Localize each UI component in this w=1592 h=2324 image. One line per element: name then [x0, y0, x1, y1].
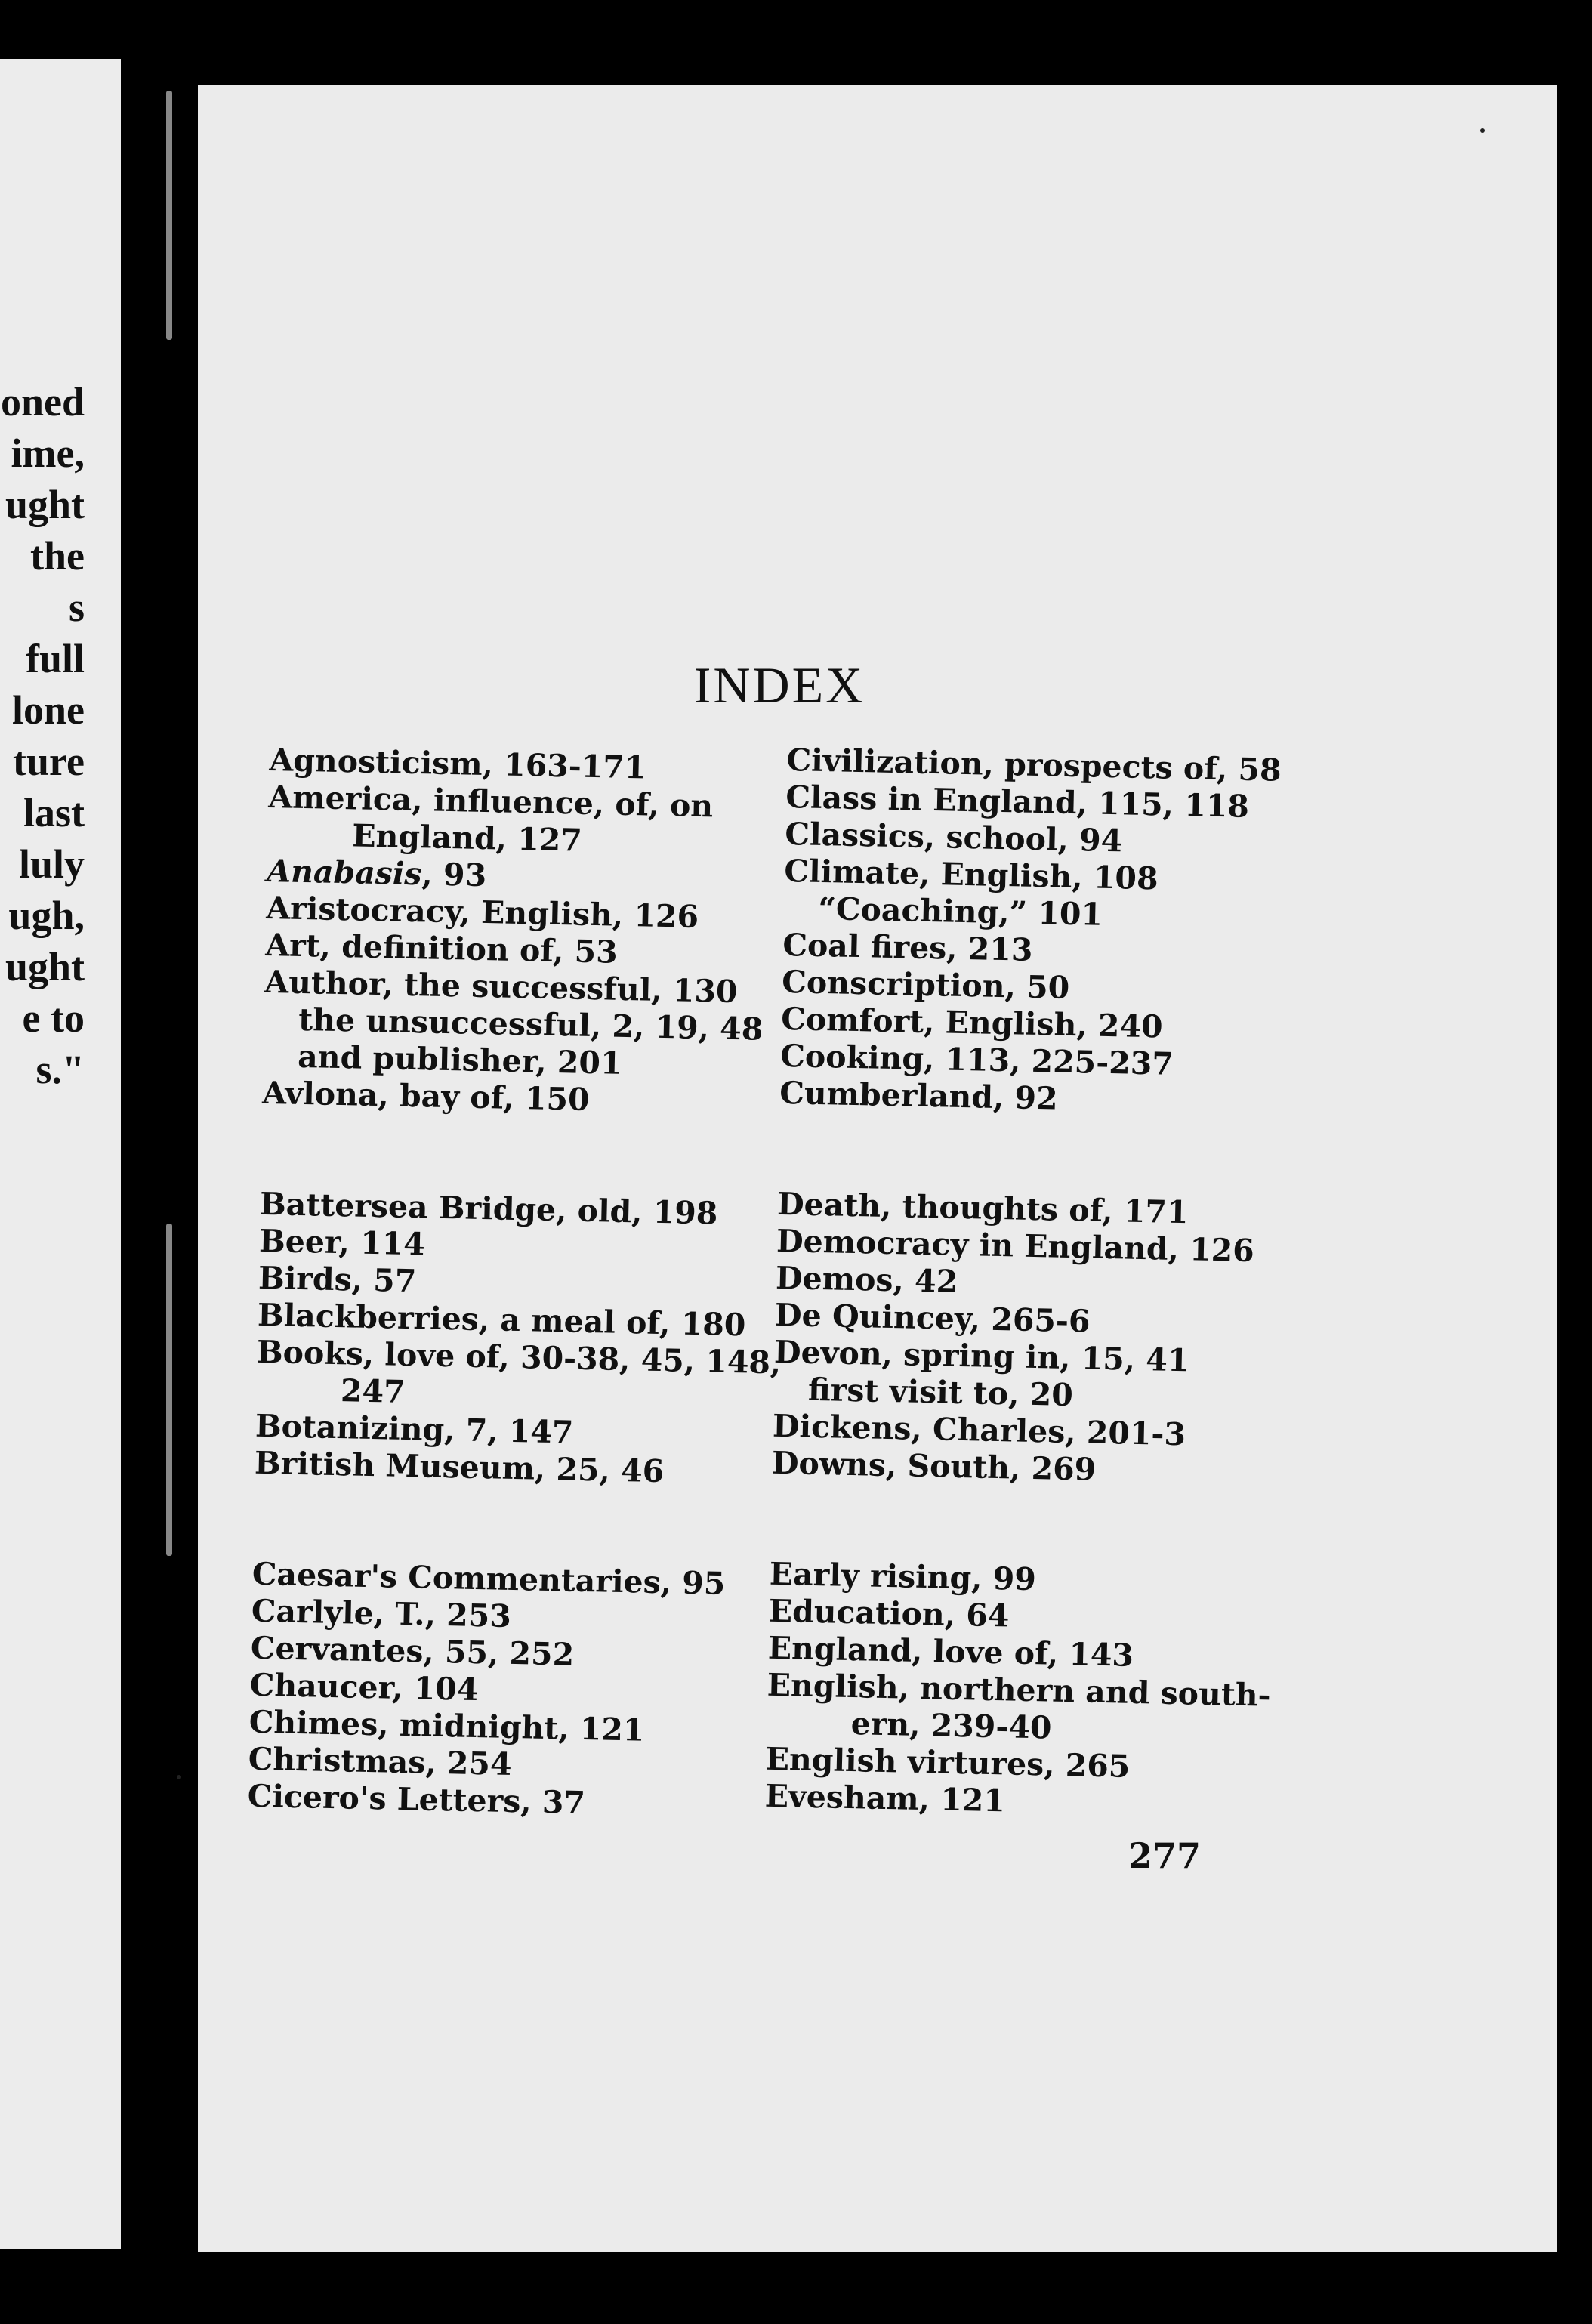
index-entry-text: Classics, school, 94 — [784, 815, 1123, 860]
index-entry-text: Conscription, 50 — [781, 963, 1070, 1006]
index-entry-text: Early rising, 99 — [769, 1555, 1037, 1598]
index-entry-text: the unsuccessful, 2, 19, 48 — [298, 1001, 764, 1048]
index-page — [198, 85, 1557, 2252]
left-page-line: the — [30, 533, 85, 579]
paper-speck — [1480, 128, 1485, 133]
index-entry-text: Battersea Bridge, old, 198 — [259, 1185, 718, 1232]
index-entry-text: Cumberland, 92 — [779, 1074, 1059, 1117]
left-page-line: oned — [0, 379, 85, 424]
index-entry-text: Democracy in England, 126 — [776, 1222, 1255, 1270]
index-entry-text: Death, thoughts of, 171 — [776, 1185, 1189, 1231]
index-entry-text: Dickens, Charles, 201-3 — [772, 1407, 1186, 1453]
index-entry-text: , 93 — [421, 856, 487, 894]
index-entry-text: Cervantes, 55, 252 — [250, 1629, 575, 1673]
left-page-line: ught — [5, 482, 85, 527]
index-entry-continuation: England, 127 — [351, 817, 583, 859]
left-page-edge — [0, 59, 121, 2249]
index-entry-text: Downs, South, 269 — [771, 1444, 1097, 1488]
left-page-line: e to — [22, 995, 85, 1041]
index-letter-group — [779, 742, 1323, 1123]
index-entry-text: Chaucer, 104 — [249, 1666, 479, 1708]
index-entry-text: and publisher, 201 — [297, 1038, 623, 1082]
index-entry-text: Caesar's Commentaries, 95 — [251, 1555, 726, 1602]
index-entry-text: Chimes, midnight, 121 — [248, 1703, 645, 1748]
index-entry-text: British Museum, 25, 46 — [254, 1444, 665, 1490]
page-title: INDEX — [693, 656, 865, 714]
index-entry-text: Botanizing, 7, 147 — [255, 1407, 574, 1451]
page-number: 277 — [1128, 1835, 1202, 1876]
index-entry-text: Aristocracy, English, 126 — [265, 889, 699, 935]
index-entry-text: Carlyle, T., 253 — [251, 1592, 512, 1634]
left-page-line: s full — [25, 585, 85, 681]
index-entry-text: Author, the successful, 130 — [264, 963, 738, 1011]
gutter-highlight — [166, 1224, 172, 1556]
index-entry-text: Beer, 114 — [258, 1222, 426, 1263]
left-page-line: ime, — [11, 431, 85, 476]
index-entry-text: Comfort, English, 240 — [780, 1000, 1164, 1045]
paper-speck — [177, 1775, 181, 1779]
index-entry-text: Devon, spring in, 15, 41 — [773, 1333, 1189, 1379]
index-entry-text: Christmas, 254 — [248, 1740, 513, 1783]
index-entry-continuation: ern, 239-40 — [850, 1705, 1052, 1746]
index-entry-text: Education, 64 — [768, 1592, 1010, 1634]
index-entry-text: Cooking, 113, 225-237 — [779, 1037, 1174, 1082]
index-entry-text: Coal fires, 213 — [782, 926, 1033, 968]
index-letter-group — [771, 1186, 1313, 1493]
index-letter-group — [764, 1556, 1306, 1826]
index-entry-text: Avlona, bay of, 150 — [261, 1074, 591, 1118]
index-letter-group — [254, 1186, 796, 1493]
left-page-line: last — [23, 790, 85, 835]
index-entry-text: “Coaching,” 101 — [817, 890, 1103, 933]
left-page-line: s." — [35, 1047, 85, 1092]
index-entry-text: Blackberries, a meal of, 180 — [257, 1296, 746, 1344]
book-gutter — [121, 45, 196, 2281]
left-page-text-fragments — [0, 376, 85, 1095]
index-entry — [267, 779, 805, 864]
index-entry-text: Evesham, 121 — [764, 1777, 1006, 1819]
index-entry-text: De Quincey, 265-6 — [774, 1296, 1091, 1340]
index-entry-text: America, influence, of, on — [267, 778, 714, 825]
index-entry-text: Cicero's Letters, 37 — [247, 1777, 586, 1822]
index-entry-text: English, northern and south- — [767, 1666, 1272, 1714]
index-entry-continuation: 247 — [340, 1372, 406, 1410]
index-entry-text: Agnosticism, 163-171 — [268, 742, 646, 786]
index-letter-group — [247, 1556, 788, 1826]
index-entry-text: Art, definition of, 53 — [264, 926, 619, 971]
index-entry-text: first visit to, 20 — [807, 1371, 1074, 1414]
index-entry-text: Demos, 42 — [775, 1259, 958, 1300]
index-column-left — [245, 742, 806, 1900]
index-entry-text: England, love of, 143 — [767, 1629, 1134, 1674]
index-column-right — [763, 742, 1323, 1900]
index-entry — [766, 1667, 1304, 1752]
index-entry — [256, 1334, 794, 1419]
left-page-line: ture — [13, 739, 85, 784]
left-page-line: luly — [18, 841, 85, 887]
index-entry-text: Books, love of, 30-38, 45, 148, — [256, 1333, 782, 1381]
left-page-line: ugh, — [8, 893, 85, 938]
index-entry-text: Birds, 57 — [258, 1259, 417, 1300]
index-entry-italic-title: Anabasis — [266, 852, 423, 893]
index-entry-text: Class in England, 115, 118 — [785, 778, 1250, 825]
index-entry-text: English virtures, 265 — [765, 1740, 1131, 1785]
gutter-highlight — [166, 91, 172, 340]
left-page-line: ught — [5, 944, 85, 989]
left-page-line: lone — [11, 687, 85, 733]
index-entry-text: Climate, English, 108 — [783, 852, 1159, 897]
index-entry-text: Civilization, prospects of, 58 — [785, 742, 1282, 789]
index-letter-group — [262, 742, 806, 1123]
